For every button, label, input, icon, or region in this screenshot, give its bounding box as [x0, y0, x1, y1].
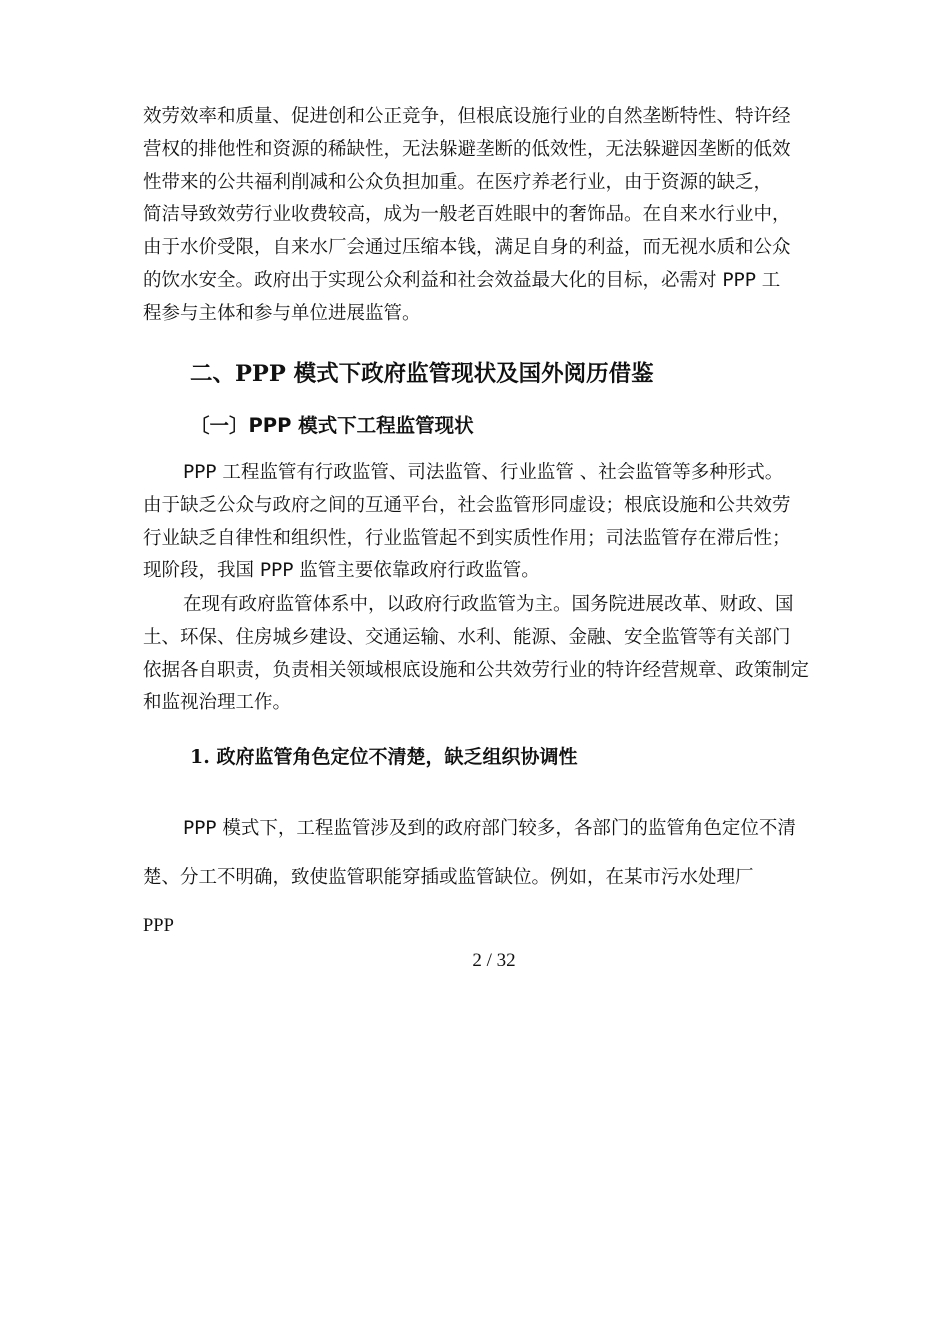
page-number: 2 / 32 [472, 950, 516, 971]
text-line: PPP 工程监管有行政监管、司法监管、行业监管 、社会监管等多种形式。 [183, 462, 784, 483]
text-line: PPP 模式下，工程监管涉及到的政府部门较多，各部门的监管角色定位不清 [183, 818, 796, 839]
paragraph-text [143, 589, 815, 720]
paragraph-text [143, 457, 815, 588]
text-line: 效劳效率和质量、促进创和公正竞争，但根底设施行业的自然垄断特性、特许经 [143, 106, 791, 127]
text-line: 现阶段，我国 PPP 监管主要依靠政府行政监管。 [143, 560, 540, 582]
paragraph-roles [143, 804, 815, 951]
paragraph-text [143, 101, 815, 331]
paragraph-supervision-system [143, 589, 815, 720]
subsection-heading: 〔一〕PPP 模式下工程监管现状 [190, 414, 474, 437]
text-line: 行业缺乏自律性和组织性，行业监管起不到实质性作用；司法监管存在滞后性； [143, 527, 791, 549]
paragraph-text [143, 804, 815, 951]
heading-number: 1. [190, 746, 210, 768]
text-line: 简洁导致效劳行业收费较高，成为一般老百姓眼中的奢饰品。在自来水行业中， [143, 204, 791, 226]
text-line: 依据各自职责，负责相关领域根底设施和公共效劳行业的特许经营规章、政策制定 [143, 659, 810, 681]
section-heading: 二、PPP 模式下政府监管现状及国外阅历借鉴 [190, 361, 654, 387]
paragraph-supervision-forms [143, 457, 815, 588]
paragraph-intro [143, 101, 815, 331]
text-line: 由于缺乏公众与政府之间的互通平台，社会监管形同虚设；根底设施和公共效劳 [143, 494, 791, 516]
text-line: 土、环保、住房城乡建设、交通运输、水利、能源、金融、安全监管等有关部门 [143, 626, 791, 648]
text-line: PPP [143, 916, 174, 936]
heading-text: 政府监管角色定位不清楚，缺乏组织协调性 [216, 746, 578, 768]
text-line: 由于水价受限，自来水厂会通过压缩本钱，满足自身的利益，而无视水质和公众 [143, 237, 791, 259]
numbered-heading [190, 742, 577, 769]
text-line: 营权的排他性和资源的稀缺性，无法躲避垄断的低效性，无法躲避因垄断的低效 [143, 138, 791, 160]
text-line: 程参与主体和参与单位进展监管。 [143, 302, 421, 324]
text-line: 的饮水安全。政府出于实现公众利益和社会效益最大化的目标，必需对 PPP 工 [143, 269, 781, 291]
text-line: 和监视治理工作。 [143, 692, 292, 714]
text-line: 在现有政府监管体系中，以政府行政监管为主。国务院进展改革、财政、国 [183, 594, 794, 615]
text-line: 楚、分工不明确，致使监管职能穿插或监管缺位。例如，在某市污水处理厂 [143, 867, 754, 888]
text-line: 性带来的公共福利削减和公众负担加重。在医疗养老行业，由于资源的缺乏， [143, 171, 773, 193]
